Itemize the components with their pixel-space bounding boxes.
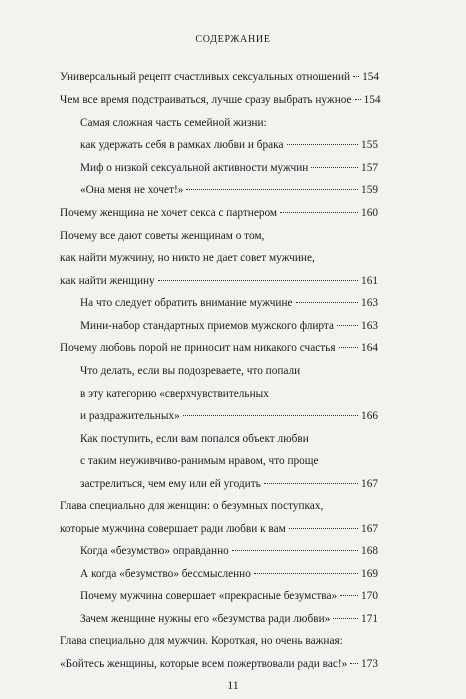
toc-entry-text: Когда «безумство» оправданно bbox=[80, 545, 229, 557]
toc-entry-text: «Она меня не хочет!» bbox=[80, 184, 184, 196]
toc-entry bbox=[60, 251, 378, 265]
toc-entry-page: 166 bbox=[361, 410, 378, 422]
page-title: СОДЕРЖАНИЕ bbox=[195, 34, 271, 45]
toc-entry-text: Почему все дают советы женщинам о том, bbox=[60, 230, 265, 242]
toc-entry bbox=[80, 364, 378, 378]
toc-entry bbox=[80, 477, 378, 491]
toc-entry-text: На что следует обратить внимание мужчине bbox=[80, 297, 293, 309]
toc-entry bbox=[60, 93, 381, 107]
toc-entry-page: 160 bbox=[361, 207, 378, 219]
dot-leader bbox=[264, 483, 358, 484]
toc-entry-text: Самая сложная часть семейной жизни: bbox=[80, 117, 267, 129]
toc-entry-page: 161 bbox=[361, 275, 378, 287]
toc-entry-text: Почему женщина не хочет секса с партнером bbox=[60, 207, 278, 219]
toc-entry bbox=[60, 229, 378, 243]
toc-entry-page: 167 bbox=[361, 523, 378, 535]
toc-entry bbox=[80, 612, 378, 626]
toc-entry-text: Что делать, если вы подозреваете, что попали bbox=[80, 365, 301, 377]
toc-entry-page: 173 bbox=[361, 658, 378, 670]
toc-entry-text: Как поступить, если вам попался объект любви bbox=[80, 433, 309, 445]
toc-entry-page: 159 bbox=[361, 184, 378, 196]
toc-entry-text: Мини-набор стандартных приемов мужского флирта bbox=[80, 320, 334, 332]
toc-entry-page: 155 bbox=[361, 139, 378, 151]
dot-leader bbox=[340, 595, 358, 596]
dot-leader bbox=[232, 550, 358, 551]
toc-entry-page: 163 bbox=[361, 320, 378, 332]
toc-entry bbox=[80, 544, 378, 558]
toc-entry-text: и раздражительных» bbox=[80, 410, 180, 422]
dot-leader bbox=[353, 76, 359, 77]
dot-leader bbox=[311, 167, 358, 168]
toc-entry-text: Почему любовь порой не приносит нам никакого счастья bbox=[60, 342, 336, 354]
toc-entry-page: 154 bbox=[363, 94, 381, 106]
toc-entry-text: А когда «безумство» бессмысленно bbox=[80, 568, 251, 580]
dot-leader bbox=[287, 144, 359, 145]
toc-entry-text: как найти мужчину, но никто не дает совет мужчине, bbox=[60, 252, 315, 264]
toc-entry bbox=[60, 206, 378, 220]
toc-entry-text: в эту категорию «сверхчувствительных bbox=[80, 388, 269, 400]
toc-entry bbox=[60, 657, 378, 671]
toc-entry-text: как найти женщину bbox=[60, 275, 155, 287]
toc-entry-text: с таким неуживчиво-ранимым нравом, что проще bbox=[80, 455, 319, 467]
dot-leader bbox=[158, 280, 358, 281]
dot-leader bbox=[350, 663, 358, 664]
page-number: 11 bbox=[227, 678, 239, 692]
toc-entry-page: 154 bbox=[362, 71, 380, 83]
toc-entry bbox=[80, 589, 378, 603]
toc-entry-text: Глава специально для мужчин. Короткая, но очень важная: bbox=[60, 635, 343, 647]
toc-entry-text: которые мужчина совершает ради любви к вам bbox=[60, 523, 286, 535]
toc-entry-page: 171 bbox=[361, 613, 378, 625]
toc-entry-text: застрелиться, чем ему или ей угодить bbox=[80, 478, 261, 490]
toc-entry bbox=[80, 161, 378, 175]
toc-entry-text: Почему мужчина совершает «прекрасные безумства» bbox=[80, 590, 338, 602]
toc-entry bbox=[60, 341, 378, 355]
toc-entry-text: Миф о низкой сексуальной активности мужчин bbox=[80, 162, 309, 174]
toc-entry-text: как удержать себя в рамках любви и брака bbox=[80, 139, 284, 151]
dot-leader bbox=[355, 99, 361, 100]
dot-leader bbox=[296, 302, 359, 303]
toc-entry bbox=[60, 70, 378, 84]
dot-leader bbox=[280, 212, 358, 213]
toc-entry-text: «Бойтесь женщины, которые всем пожертвовали ради вас!» bbox=[60, 658, 348, 670]
toc-entry-page: 168 bbox=[361, 545, 378, 557]
dot-leader bbox=[186, 189, 358, 190]
toc-entry-text: Чем все время подстраиваться, лучше сразу выбрать нужное bbox=[60, 94, 352, 106]
dot-leader bbox=[333, 618, 358, 619]
toc-entry-text: Универсальный рецепт счастливых сексуальных отношений bbox=[60, 71, 351, 83]
toc-entry bbox=[80, 319, 378, 333]
toc-entry bbox=[80, 138, 378, 152]
toc-entry bbox=[80, 454, 378, 468]
toc-entry bbox=[80, 116, 378, 130]
toc-entry bbox=[80, 387, 378, 401]
toc-entry-text: Глава специально для женщин: о безумных поступках, bbox=[60, 500, 324, 512]
toc-entry bbox=[80, 183, 378, 197]
dot-leader bbox=[337, 325, 358, 326]
toc-entry bbox=[60, 499, 378, 513]
dot-leader bbox=[254, 573, 358, 574]
toc-entry-page: 167 bbox=[361, 478, 378, 490]
toc-entry bbox=[80, 567, 378, 581]
toc-entry bbox=[60, 522, 378, 536]
toc-entry-page: 164 bbox=[361, 342, 378, 354]
toc-entry-text: Зачем женщине нужны его «безумства ради любви» bbox=[80, 613, 331, 625]
dot-leader bbox=[183, 415, 358, 416]
toc-entry bbox=[80, 432, 378, 446]
toc-entry bbox=[60, 274, 378, 288]
toc-entry-page: 163 bbox=[361, 297, 378, 309]
dot-leader bbox=[289, 528, 358, 529]
toc-entry-page: 157 bbox=[361, 162, 378, 174]
toc-entry-page: 170 bbox=[361, 590, 378, 602]
toc-entry bbox=[80, 409, 378, 423]
toc-entry-page: 169 bbox=[361, 568, 378, 580]
toc-entry bbox=[80, 296, 378, 310]
dot-leader bbox=[339, 347, 359, 348]
toc-entry bbox=[60, 634, 378, 648]
